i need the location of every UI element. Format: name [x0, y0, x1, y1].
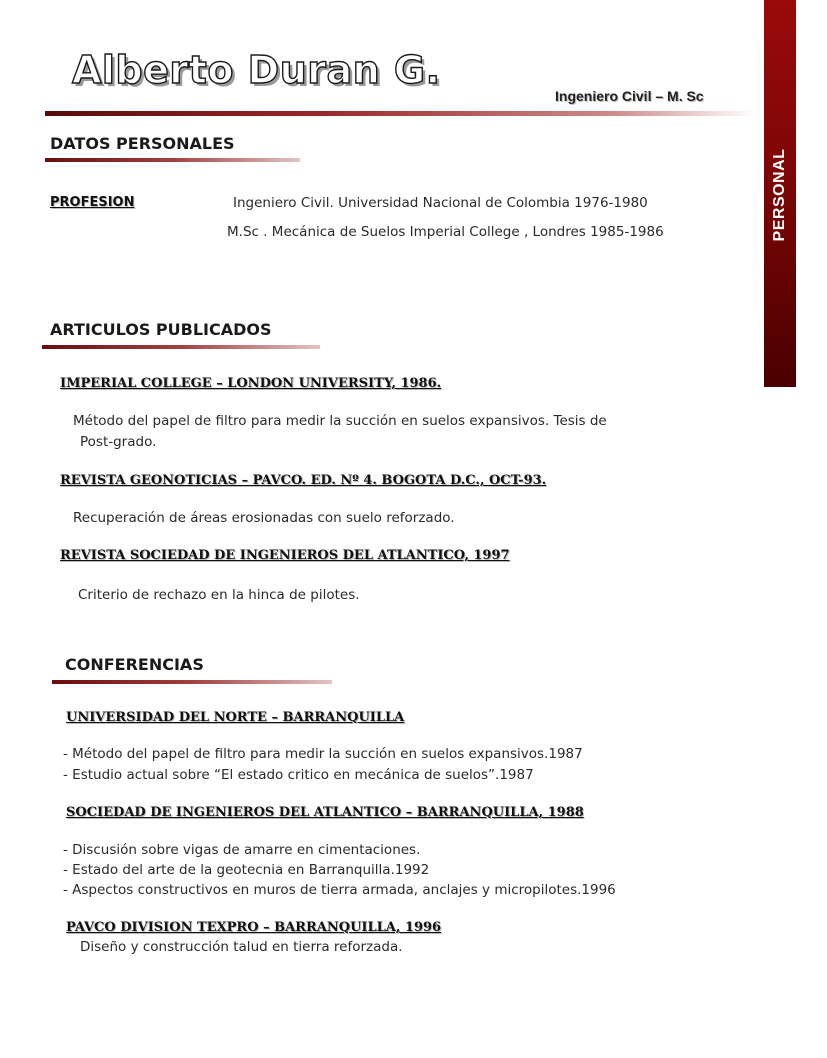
article-heading-2: REVISTA GEONOTICIAS – PAVCO. ED. Nº 4. BOGOTA D.C., OCT-93.: [60, 473, 547, 488]
conference-line: - Estudio actual sobre “El estado critico en mecánica de suelos”.1987: [63, 767, 534, 783]
sidebar-label-text: PERSONAL: [771, 148, 788, 242]
conference-line: - Método del papel de filtro para medir la succión en suelos expansivos.1987: [63, 746, 583, 762]
conference-line: - Discusión sobre vigas de amarre en cimentaciones.: [63, 842, 421, 858]
article-text-1a: Método del papel de filtro para medir la succión en suelos expansivos. Tesis de: [73, 413, 607, 429]
profesion-line-1: Ingeniero Civil. Universidad Nacional de Colombia 1976-1980: [233, 195, 648, 211]
conference-heading-3: PAVCO DIVISION TEXPRO – BARRANQUILLA, 1996: [66, 920, 442, 935]
profesion-line-2: M.Sc . Mecánica de Suelos Imperial College , Londres 1985-1986: [227, 224, 664, 240]
article-text-1b: Post-grado.: [80, 434, 157, 450]
article-text-2: Recuperación de áreas erosionadas con suelo reforzado.: [73, 510, 455, 526]
conference-line: - Aspectos constructivos en muros de tierra armada, anclajes y micropilotes.1996: [63, 882, 616, 898]
resume-subtitle: Ingeniero Civil – M. Sc: [555, 88, 704, 104]
sidebar-label: [764, 140, 796, 250]
header-divider: [45, 111, 755, 116]
resume-name: Alberto Duran G.: [72, 48, 441, 92]
article-heading-3: REVISTA SOCIEDAD DE INGENIEROS DEL ATLANTICO, 1997: [60, 548, 510, 563]
section-title-datos: DATOS PERSONALES: [50, 134, 235, 153]
article-heading-1: IMPERIAL COLLEGE – LONDON UNIVERSITY, 1986.: [60, 376, 442, 391]
conference-heading-1: UNIVERSIDAD DEL NORTE – BARRANQUILLA: [66, 710, 405, 725]
section-divider-conferencias: [52, 680, 332, 684]
conference-line: Diseño y construcción talud en tierra reforzada.: [80, 939, 403, 955]
conference-line: - Estado del arte de la geotecnia en Barranquilla.1992: [63, 862, 430, 878]
section-divider-articulos: [42, 345, 320, 349]
section-title-articulos: ARTICULOS PUBLICADOS: [50, 320, 272, 339]
section-title-conferencias: CONFERENCIAS: [65, 655, 204, 674]
article-text-3: Criterio de rechazo en la hinca de pilotes.: [78, 587, 360, 603]
profesion-label: PROFESION: [50, 195, 135, 210]
conference-heading-2: SOCIEDAD DE INGENIEROS DEL ATLANTICO – BARRANQUILLA, 1988: [66, 805, 584, 820]
section-divider-datos: [45, 158, 300, 162]
